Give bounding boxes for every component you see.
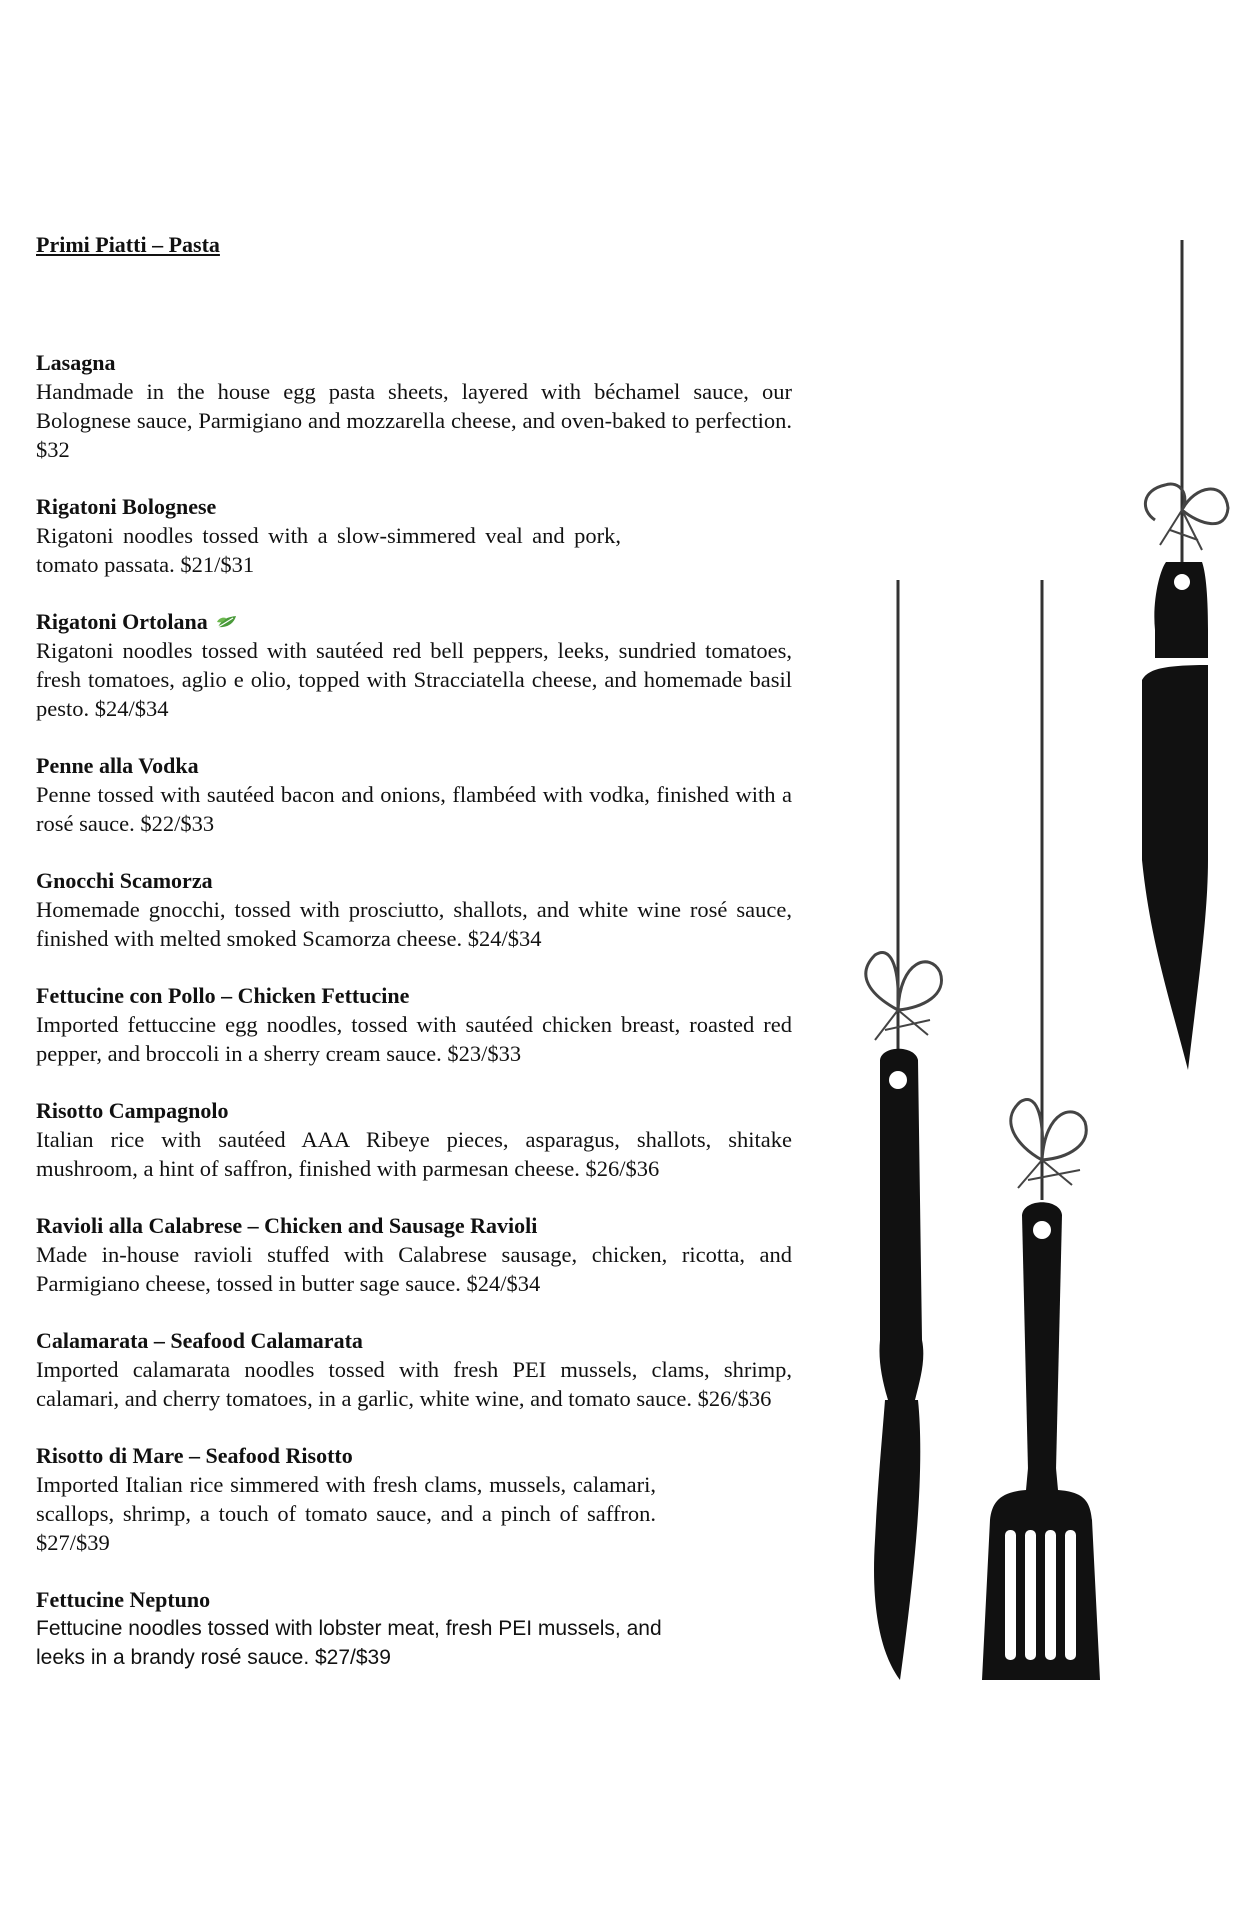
item-name: Rigatoni Bolognese (36, 494, 217, 519)
section-title: Primi Piatti – Pasta (36, 232, 220, 257)
item-description: Imported Italian rice simmered with fresh clams, mussels, calamari, scallops, shrimp, a touch of tomato sauce, and a pinch of saffron. $27/$39 (36, 1472, 656, 1555)
menu-list (36, 348, 792, 1700)
menu-item (36, 1585, 792, 1672)
butter-knife-icon (866, 952, 942, 1680)
item-name: Risotto Campagnolo (36, 1098, 229, 1123)
menu-item (36, 981, 792, 1068)
item-description: Italian rice with sautéed AAA Ribeye pieces, asparagus, shallots, shitake mushroom, a hint of saffron, finished with parmesan cheese. $26/$36 (36, 1127, 792, 1181)
item-description: Made in-house ravioli stuffed with Calabrese sausage, chicken, ricotta, and Parmigiano cheese, tossed in butter sage sauce. $24/$34 (36, 1242, 792, 1296)
item-name: Gnocchi Scamorza (36, 868, 213, 893)
item-description: Rigatoni noodles tossed with a slow-simmered veal and pork, tomato passata. $21/$31 (36, 523, 621, 577)
item-description: Imported calamarata noodles tossed with fresh PEI mussels, clams, shrimp, calamari, and cherry tomatoes, in a garlic, white wine, and tomato sauce. $26/$36 (36, 1357, 792, 1411)
menu-item (36, 1326, 792, 1413)
menu-item (36, 348, 792, 464)
leaf-icon (216, 613, 238, 631)
item-name: Ravioli alla Calabrese – Chicken and Sausage Ravioli (36, 1213, 538, 1238)
item-name: Calamarata – Seafood Calamarata (36, 1328, 363, 1353)
item-name: Penne alla Vodka (36, 753, 199, 778)
item-description: Penne tossed with sautéed bacon and onions, flambéed with vodka, finished with a rosé sauce. $22/$33 (36, 782, 792, 836)
item-name: Risotto di Mare – Seafood Risotto (36, 1443, 353, 1468)
item-description: Rigatoni noodles tossed with sautéed red bell peppers, leeks, sundried tomatoes, fresh tomatoes, aglio e olio, topped with Stracciatella cheese, and homemade basil pesto. $24/$34 (36, 638, 792, 721)
menu-item (36, 607, 792, 723)
menu-item (36, 751, 792, 838)
item-name-row (36, 607, 792, 636)
item-name: Fettucine Neptuno (36, 1587, 211, 1612)
menu-item (36, 1211, 792, 1298)
item-description: Homemade gnocchi, tossed with prosciutto, shallots, and white wine rosé sauce, finished with melted smoked Scamorza cheese. $24/$34 (36, 897, 792, 951)
item-description: Fettucine noodles tossed with lobster meat, fresh PEI mussels, and leeks in a brandy rosé sauce. $27/$39 (36, 1617, 662, 1669)
hanging-utensils-illustration (830, 240, 1230, 1700)
item-description: Handmade in the house egg pasta sheets, layered with béchamel sauce, our Bolognese sauce, Parmigiano and mozzarella cheese, and oven-baked to perfection. $32 (36, 379, 792, 462)
chef-knife-icon (1142, 484, 1228, 1070)
menu-item (36, 1096, 792, 1183)
menu-item (36, 1441, 792, 1557)
menu-item (36, 492, 792, 579)
menu-item (36, 866, 792, 953)
item-name: Rigatoni Ortolana (36, 609, 208, 634)
item-name: Fettucine con Pollo – Chicken Fettucine (36, 983, 410, 1008)
item-description: Imported fettuccine egg noodles, tossed with sautéed chicken breast, roasted red pepper, and broccoli in a sherry cream sauce. $23/$33 (36, 1012, 792, 1066)
item-name: Lasagna (36, 350, 116, 375)
